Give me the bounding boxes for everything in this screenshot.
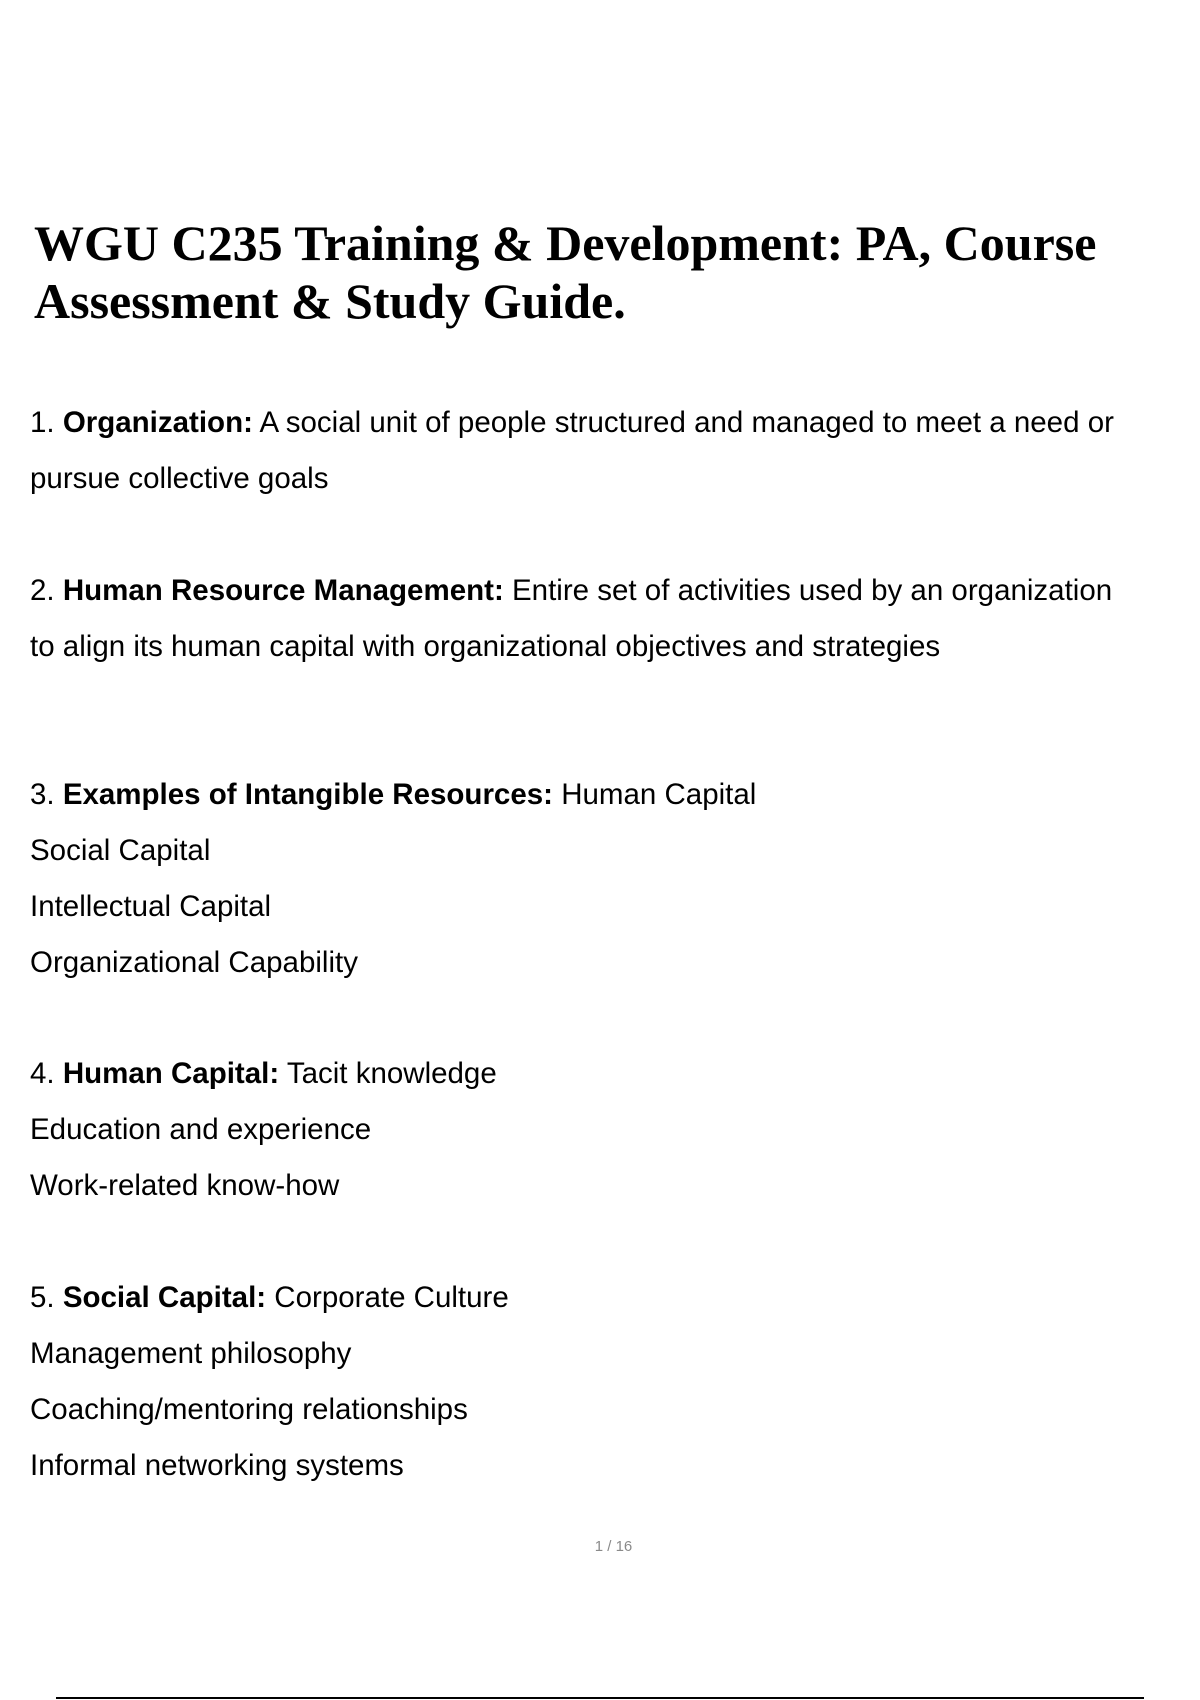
item-answer-line: Social Capital: [30, 834, 211, 867]
item-first-line: [30, 767, 1200, 823]
item-first-line: [30, 563, 1200, 619]
item-answer-line: Organizational Capability: [30, 946, 358, 979]
item-number: 1.: [30, 406, 55, 439]
item-first-line: [30, 395, 1200, 451]
item-term: Human Capital:: [62, 1057, 280, 1090]
page-number: 1 / 16: [594, 1538, 633, 1555]
item-number: 2.: [30, 574, 55, 607]
item-term: Organization:: [62, 406, 253, 439]
study-item-5: [30, 1270, 1200, 1494]
item-answer-line: Coaching/mentoring relationships: [30, 1393, 468, 1426]
item-term: Human Resource Management:: [62, 574, 504, 607]
item-answer-line: Work-related know-how: [30, 1169, 340, 1202]
study-item-1: [30, 395, 1200, 507]
item-answer-line: Education and experience: [30, 1113, 372, 1146]
bottom-divider: [56, 1697, 1144, 1699]
item-answer-line: Corporate Culture: [274, 1281, 509, 1314]
item-answer-line: Informal networking systems: [30, 1449, 404, 1482]
item-term: Social Capital:: [62, 1281, 267, 1314]
item-answer-line: Management philosophy: [30, 1337, 352, 1370]
study-item-2: [30, 563, 1200, 675]
item-answer-line: Intellectual Capital: [30, 890, 272, 923]
item-answer-line: Entire set of activities used by an organization: [511, 574, 1113, 607]
item-answer-line: to align its human capital with organizational objectives and strategies: [30, 630, 941, 663]
item-number: 5.: [30, 1281, 55, 1314]
item-number: 4.: [30, 1057, 55, 1090]
item-first-line: [30, 1046, 1200, 1102]
item-first-line: [30, 1270, 1200, 1326]
item-term: Examples of Intangible Resources:: [62, 778, 553, 811]
document-title: WGU C235 Training & Development: PA, Course Assessment & Study Guide.: [34, 215, 1097, 329]
item-number: 3.: [30, 778, 55, 811]
study-item-3: [30, 767, 1200, 991]
item-answer-line: pursue collective goals: [30, 462, 329, 495]
study-item-4: [30, 1046, 1200, 1214]
item-answer-line: Human Capital: [561, 778, 757, 811]
item-answer-line: Tacit knowledge: [286, 1057, 497, 1090]
item-answer-line: A social unit of people structured and managed to meet a need or: [259, 406, 1114, 439]
